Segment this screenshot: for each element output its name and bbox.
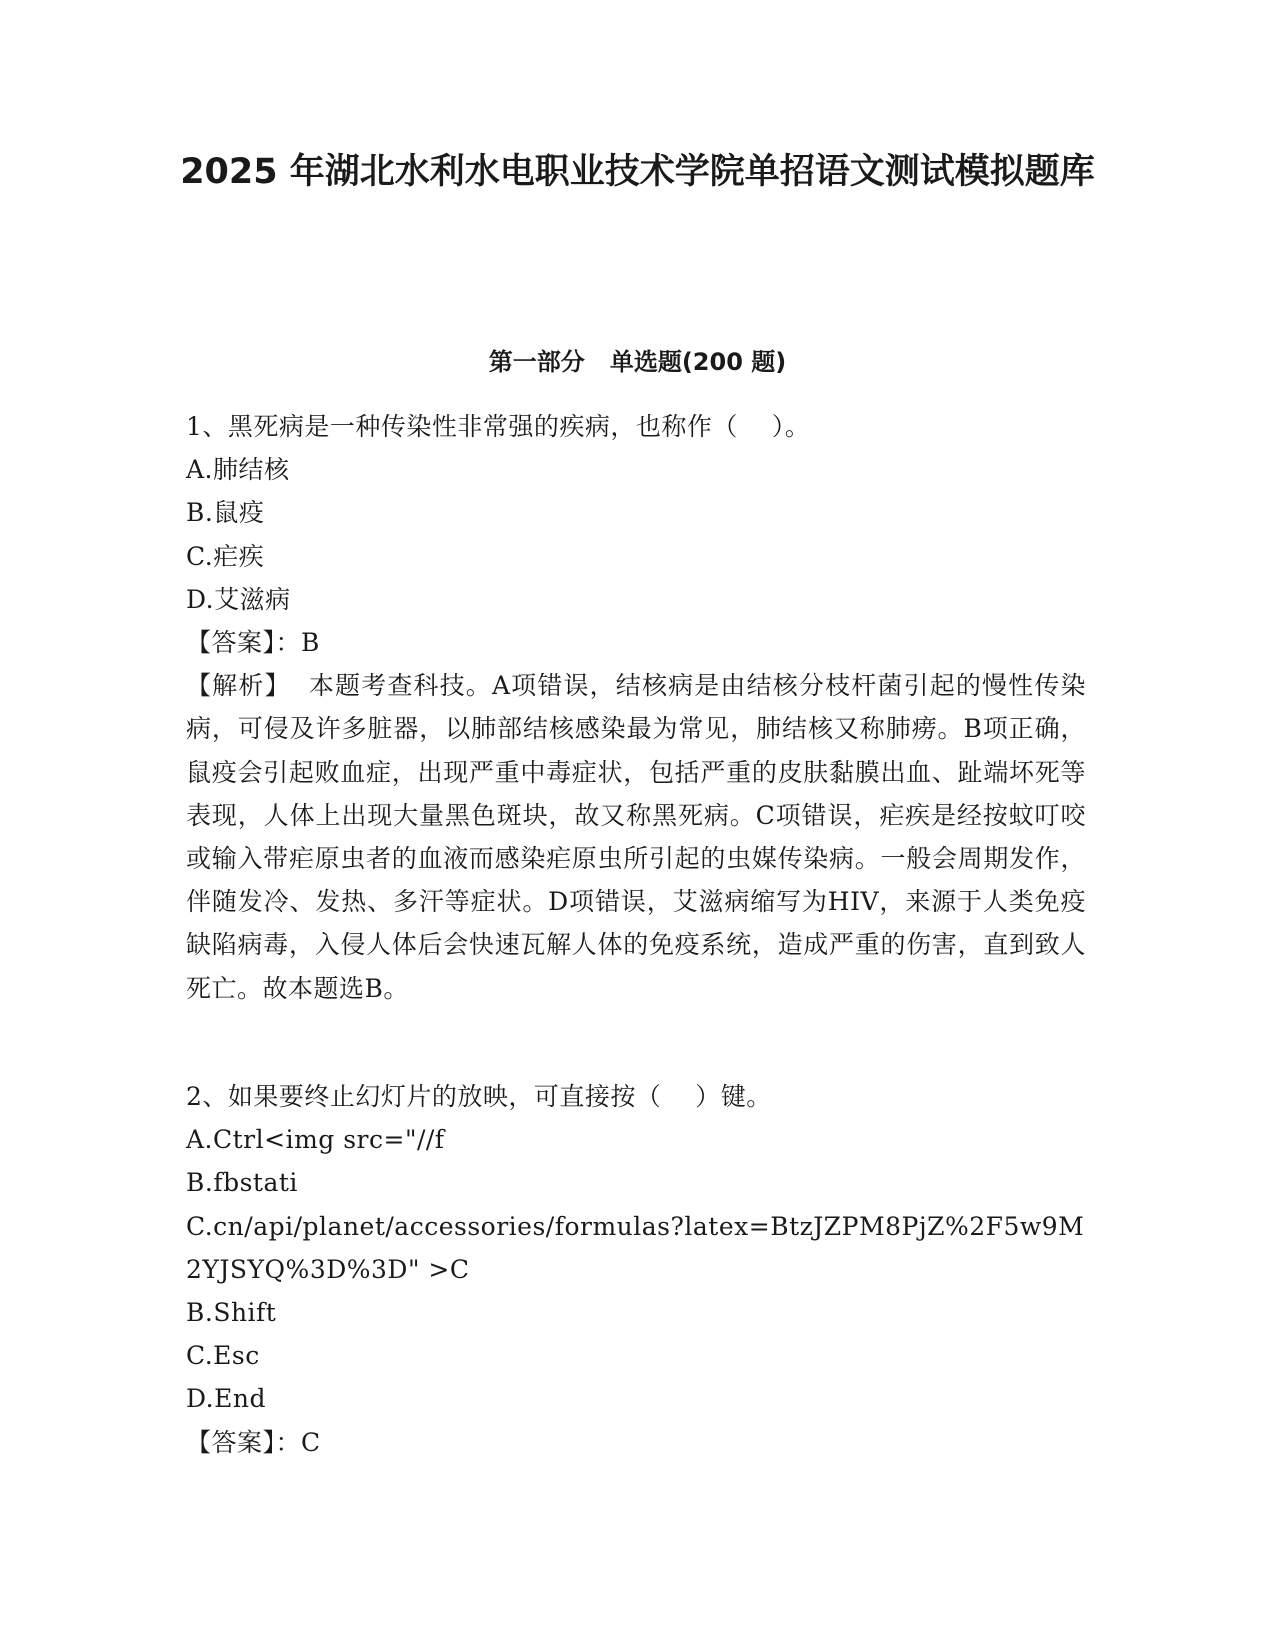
option-item: B.fbstati (186, 1168, 298, 1198)
option-item: A.Ctrl<img src="//f (186, 1125, 445, 1155)
option-item: B.鼠疫 (186, 498, 265, 528)
option-item: D.End (186, 1384, 266, 1414)
option-item: B.Shift (186, 1298, 277, 1328)
answer-line: 【答案】：B (186, 628, 320, 658)
option-item: C.Esc (186, 1341, 260, 1371)
page-title: 2025 年湖北水利水电职业技术学院单招语文测试模拟题库 (180, 152, 1095, 192)
question-block (186, 1075, 1086, 1464)
question-stem: 1、黑死病是一种传染性非常强的疾病，也称作（ ）。 (186, 412, 811, 441)
answer-line: 【答案】：C (186, 1427, 321, 1457)
section-heading: 第一部分 单选题(200 题) (488, 348, 787, 376)
question-stem: 2、如果要终止幻灯片的放映，可直接按（ ）键。 (186, 1082, 772, 1111)
analysis-paragraph: 【解析】 本题考查科技。A项错误，结核病是由结核分枝杆菌引起的慢性传染病，可侵及许多脏器，以肺部结核感染最为常见，肺结核又称肺痨。B项正确，鼠疫会引起败血症，出现严重中毒症状，包括严重的皮肤黏膜出血、趾端坏死等表现，人体上出现大量黑色斑块，故又称黑死病。C项错误，疟疾是经按蚊叮咬或输入带疟原虫者的血液而感染疟原虫所引起的虫媒传染病。一般会周期发作，伴随发冷、发热、多汗等症状。D项错误，艾滋病缩写为HIV，来源于人类免疫缺陷病毒，入侵人体后会快速瓦解人体的免疫系统，造成严重的伤害，直到致人死亡。故本题选B。 (186, 671, 1086, 1003)
option-item: D.艾滋病 (186, 584, 291, 614)
option-item: A.肺结核 (186, 455, 290, 485)
option-item: C.疟疾 (186, 541, 265, 571)
question-block (186, 405, 1086, 1010)
option-item: C.cn/api/planet/accessories/formulas?latex=BtzJZPM8PjZ%2F5w9M2YJSYQ%3D%3D" >C (186, 1211, 1085, 1284)
